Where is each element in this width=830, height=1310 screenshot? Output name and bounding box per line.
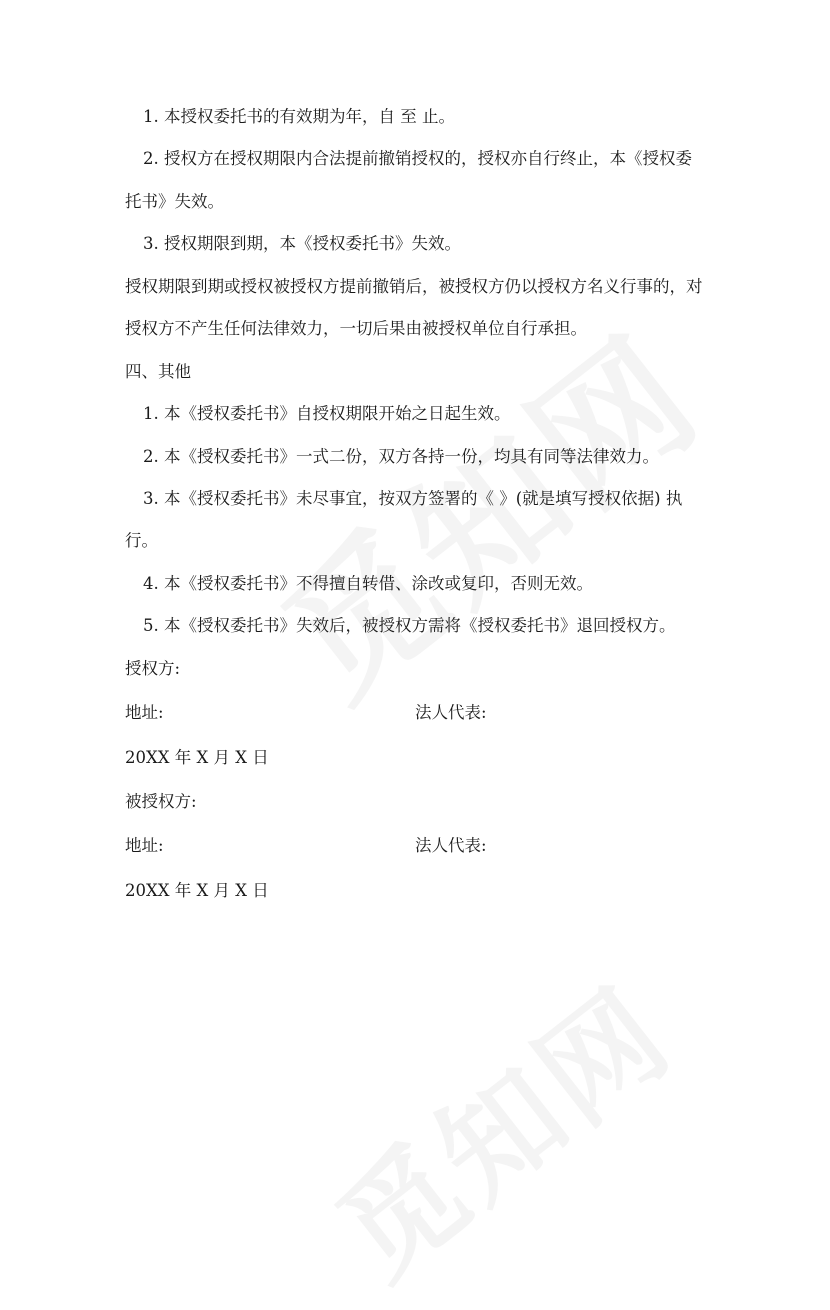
notice-line-1: 授权期限到期或授权被授权方提前撤销后，被授权方仍以授权方名义行事的，对 [125, 276, 703, 296]
other-item-3-line-1: 3. 本《授权委托书》未尽事宜，按双方签署的《 》(就是填写授权依据) 执 [143, 488, 683, 508]
validity-item-3: 3. 授权期限到期，本《授权委托书》失效。 [143, 234, 461, 254]
validity-item-2-line-2: 托书》失效。 [125, 191, 224, 211]
validity-item-1: 1. 本授权委托书的有效期为年，自 至 止。 [143, 107, 455, 126]
grantor-signature-row [125, 702, 705, 723]
other-item-1: 1. 本《授权委托书》自授权期限开始之日起生效。 [143, 404, 511, 424]
grantor-address-label: 地址: [125, 703, 164, 723]
grantor-date: 20XX 年 X 月 X 日 [125, 747, 269, 767]
notice-line-2: 授权方不产生任何法律效力，一切后果由被授权单位自行承担。 [125, 319, 587, 339]
grantee-rep-label: 法人代表: [415, 836, 487, 856]
document-body [125, 106, 705, 901]
section-heading-other: 四、其他 [125, 361, 191, 381]
other-item-4: 4. 本《授权委托书》不得擅自转借、涂改或复印，否则无效。 [143, 573, 593, 593]
grantee-signature-row [125, 835, 705, 856]
other-item-5: 5. 本《授权委托书》失效后，被授权方需将《授权委托书》退回授权方。 [143, 616, 676, 636]
grantor-label: 授权方: [125, 658, 181, 678]
grantee-label: 被授权方: [125, 792, 197, 811]
watermark [297, 942, 701, 1310]
grantee-date: 20XX 年 X 月 X 日 [125, 880, 269, 900]
other-item-2: 2. 本《授权委托书》一式二份，双方各持一份，均具有同等法律效力。 [143, 446, 659, 466]
validity-item-2-line-1: 2. 授权方在授权期限内合法提前撤销授权的，授权亦自行终止，本《授权委 [143, 149, 692, 169]
other-item-3-line-2: 行。 [125, 531, 158, 551]
grantor-rep-label: 法人代表: [415, 703, 487, 723]
grantee-address-label: 地址: [125, 836, 164, 856]
